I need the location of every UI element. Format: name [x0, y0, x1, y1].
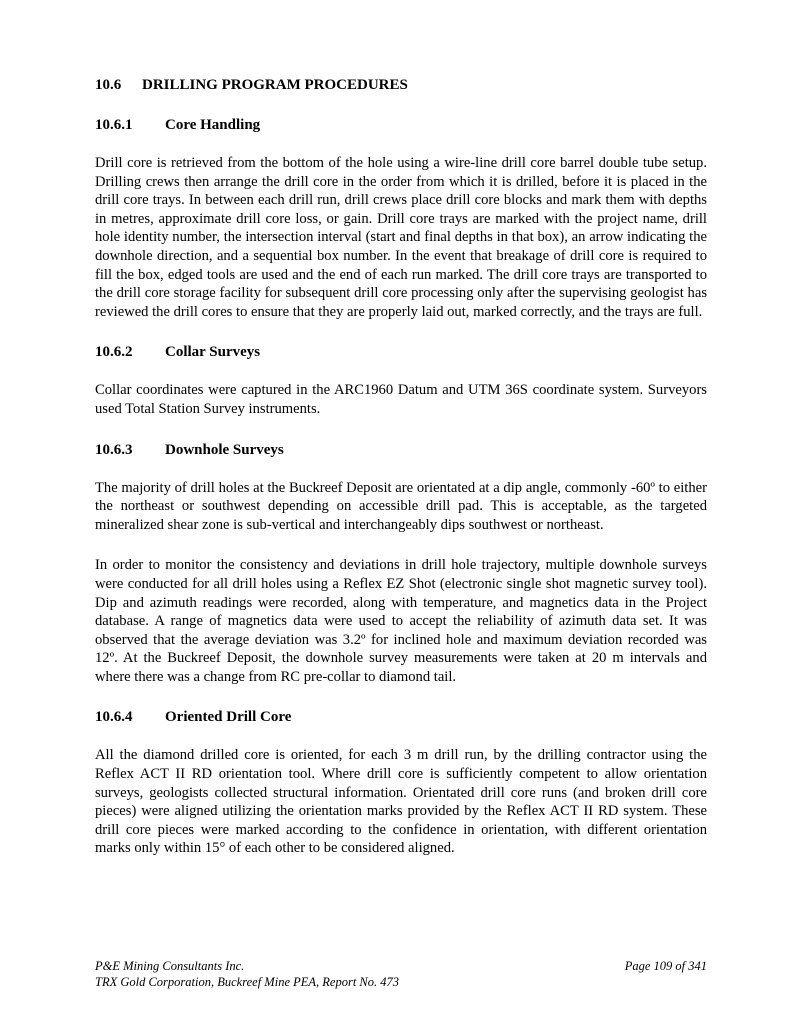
paragraph: Collar coordinates were captured in the ARC1960 Datum and UTM 36S coordinate system. Surveyors used Total Station Survey instruments. — [95, 382, 707, 417]
paragraph: All the diamond drilled core is oriented, for each 3 m drill run, by the drilling contractor using the Reflex ACT II RD orientation tool. Where drill core is sufficiently competent to allow orientation surveys, geologists collected structural information. Orientated drill core runs (and broken drill core pieces) were aligned utilizing the orientation marks provided by the Reflex ACT II RD system. These drill core pieces were marked according to the confidence in orientation, with different orientation marks only within 15° of each other to be considered aligned. — [95, 747, 707, 857]
subsection-number: 10.6.3 — [95, 441, 133, 458]
subsection-heading — [95, 708, 707, 726]
footer-page-number: Page 109 of 341 — [624, 959, 707, 973]
page-footer — [95, 958, 707, 990]
subsection-title: Downhole Surveys — [165, 441, 284, 458]
section-number: 10.6 — [95, 77, 122, 93]
footer-company: P&E Mining Consultants Inc. — [95, 959, 245, 973]
page-content — [95, 76, 707, 880]
subsection-title: Oriented Drill Core — [165, 709, 292, 726]
footer-report: TRX Gold Corporation, Buckreef Mine PEA, Report No. 473 — [95, 975, 400, 989]
section-heading — [95, 76, 707, 94]
subsection-title: Core Handling — [165, 117, 261, 133]
subsection-heading — [95, 441, 707, 459]
paragraph: In order to monitor the consistency and deviations in drill hole trajectory, multiple downhole surveys were conducted for all drill holes using a Reflex EZ Shot (electronic single shot magnetic survey tool). Dip and azimuth readings were recorded, along with temperature, and magnetics data in the Project database. A range of magnetics data were used to accept the reliability of azimuth data set. It was observed that the average deviation was 3.2º for inclined hole and maximum deviation recorded was 12º. At the Buckreef Deposit, the downhole survey measurements were taken at 20 m intervals and where there was a change from RC pre-collar to diamond tail. — [95, 557, 707, 685]
section-title: DRILLING PROGRAM PROCEDURES — [142, 77, 408, 93]
paragraph: The majority of drill holes at the Buckreef Deposit are orientated at a dip angle, commonly -60º to either the northeast or southwest depending on accessible drill pad. This is acceptable, as the targeted mineralized shear zone is sub-vertical and interchangeably dips southwest or northeast. — [95, 479, 707, 533]
subsection-number: 10.6.1 — [95, 117, 133, 133]
subsection-number: 10.6.2 — [95, 344, 133, 361]
subsection-heading — [95, 343, 707, 361]
subsection-number: 10.6.4 — [95, 709, 133, 726]
paragraph: Drill core is retrieved from the bottom of the hole using a wire-line drill core barrel double tube setup. Drilling crews then arrange the drill core in the order from which it is drilled, before it is placed in the drill core trays. In between each drill run, drill crews place drill core blocks and mark them with depths in metres, approximate drill core loss, or gain. Drill core trays are marked with the project name, drill hole identity number, the intersection interval (start and final depths in that box), an arrow indicating the downhole direction, and a sequential box number. In the event that breakage of drill core is required to fill the box, edged tools are used and the end of each run marked. The drill core trays are transported to the drill core storage facility for subsequent drill core processing only after the supervising geologist has reviewed the drill cores to ensure that they are properly laid out, marked correctly, and the trays are full. — [95, 155, 707, 320]
subsection-heading — [95, 116, 707, 134]
subsection-title: Collar Surveys — [165, 344, 261, 361]
